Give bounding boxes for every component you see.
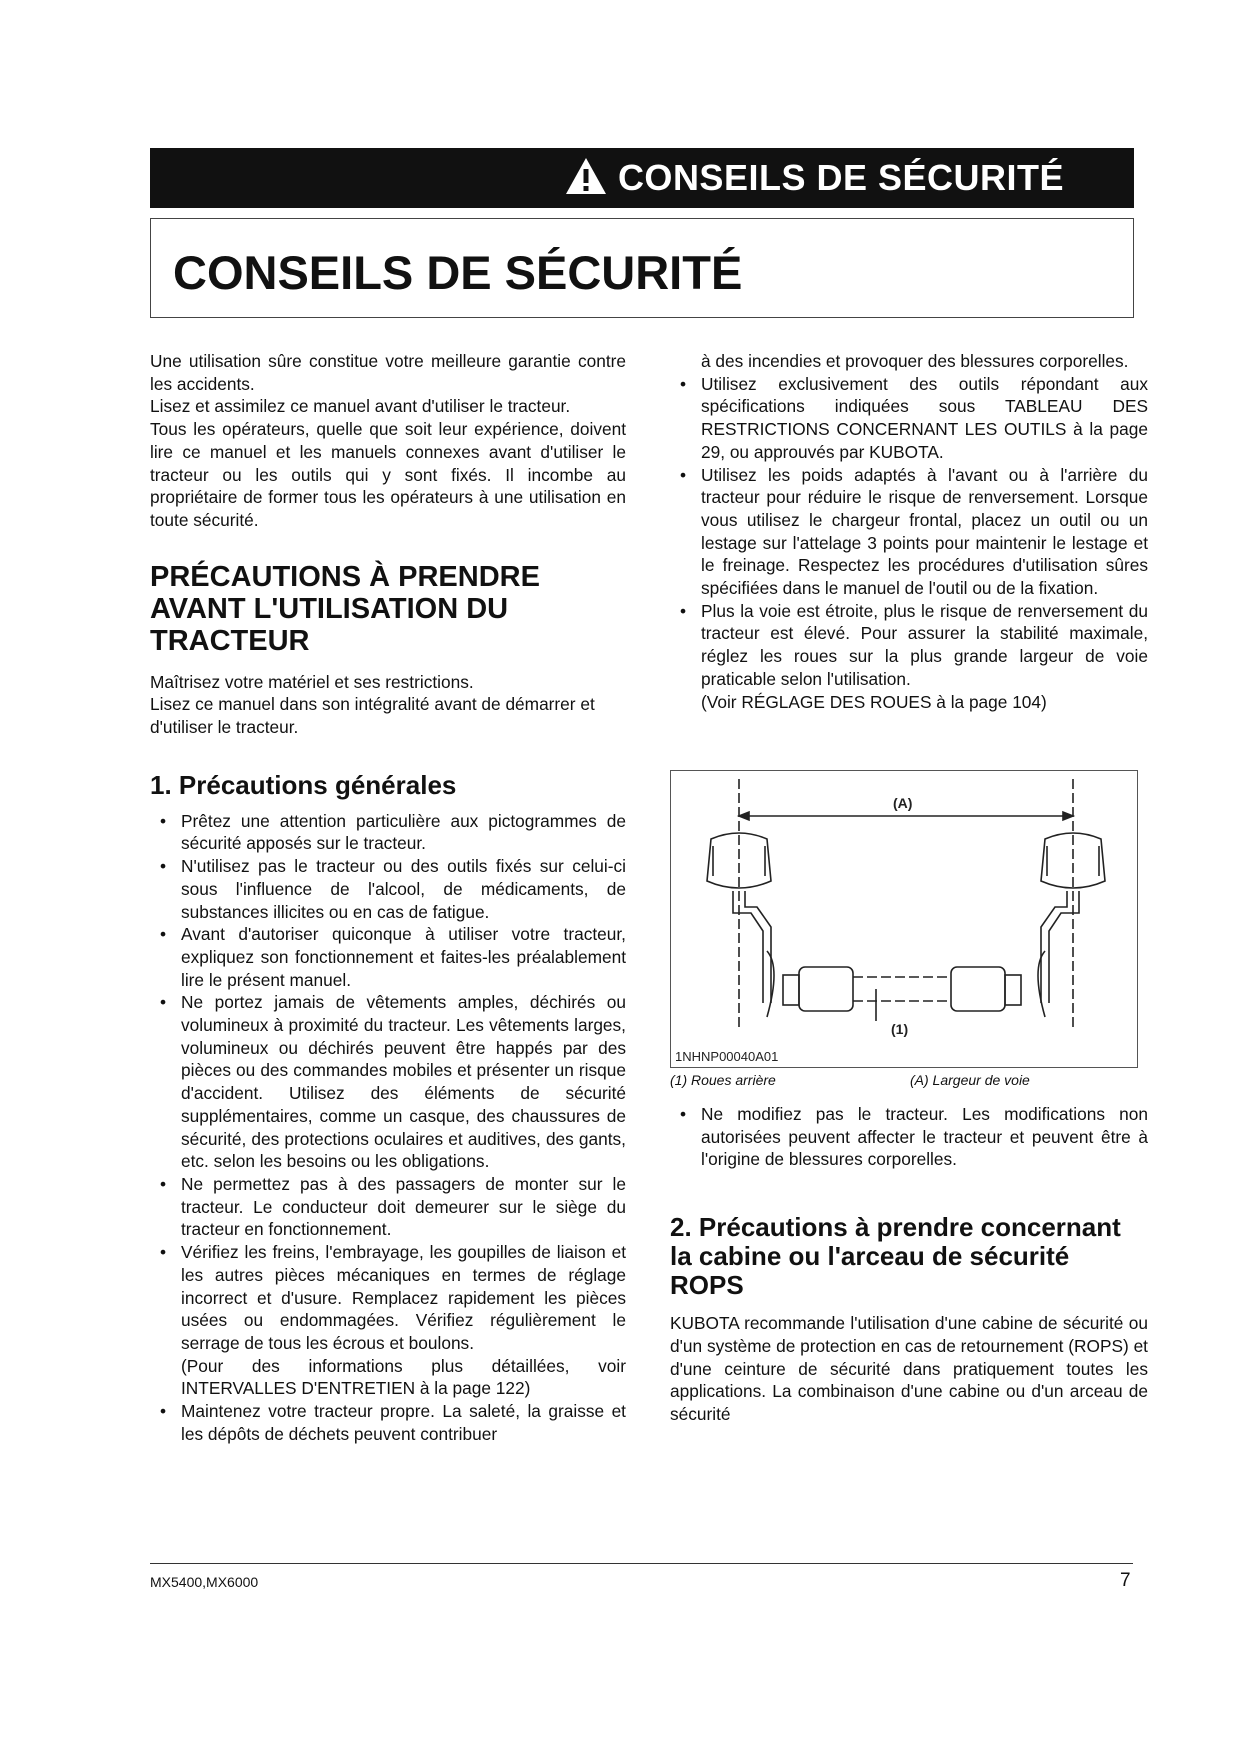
right-column <box>670 350 1148 713</box>
bullet-icon: • <box>160 924 167 945</box>
list-item: • Avant d'autoriser quiconque à utiliser votre tracteur, expliquez son fonctionnement et faites-les préalablement lire le présent manuel. <box>160 924 626 990</box>
precautions-heading: PRÉCAUTIONS À PRENDRE AVANT L'UTILISATION DU TRACTEUR <box>150 560 540 657</box>
label-a: (A) <box>893 795 913 811</box>
list-item: • Ne portez jamais de vêtements amples, déchirés ou volumineux à proximité du tracteur. Les vêtements larges, volumineux ou déchirés peuvent être happés par des pièces ou des commandes mobiles et présenter un risque d'accident. Utilisez des éléments de sécurité supplémentaires, comme un casque, des chaussures de sécurité, des protections oculaires et auditives, des gants, etc. selon les besoins ou les obligations. <box>160 992 626 1172</box>
list-item: • Ne permettez pas à des passagers de monter sur le tracteur. Le conducteur doit demeurer sur le siège du tracteur en fonctionnement. <box>160 1173 626 1240</box>
page-title-box <box>150 218 1134 318</box>
warning-triangle-icon <box>564 156 608 201</box>
bullet-icon: • <box>160 1242 167 1263</box>
section2-paragraph: KUBOTA recommande l'utilisation d'une cabine de sécurité ou d'un système de protection en cas de retournement (ROPS) et d'une ceinture de sécurité dans pratiquement toutes les applications. La combinaison d'une cabine ou d'un arceau de sécurité <box>670 1313 1148 1424</box>
bullet-icon: • <box>160 992 167 1013</box>
list-item-note: (Voir RÉGLAGE DES ROUES à la page 104) <box>701 691 1047 712</box>
wheel-track-figure <box>670 770 1138 1068</box>
banner-title: CONSEILS DE SÉCURITÉ <box>617 157 1064 198</box>
bullet-icon: • <box>160 1173 167 1194</box>
list-item: • Prêtez une attention particulière aux pictogrammes de sécurité apposés sur le tracteur. <box>160 810 626 854</box>
header-banner <box>150 148 1134 208</box>
list-item: • Vérifiez les freins, l'embrayage, les goupilles de liaison et les autres pièces mécaniques en termes de réglage incorrect et d'usure. Remplacez rapidement les pièces usées ou endommagées. Vérifiez régulièrement le serrage de tous les écrous et boulons. <box>160 1242 626 1353</box>
bullet-icon: • <box>160 1401 167 1422</box>
intro-paragraph-1: Une utilisation sûre constitue votre meilleure garantie contre les accidents. <box>150 351 626 394</box>
wheel-track-diagram <box>671 771 1137 1067</box>
page-title: CONSEILS DE SÉCURITÉ <box>173 246 743 299</box>
intro-paragraph-2: Lisez et assimilez ce manuel avant d'utiliser le tracteur. <box>150 396 571 417</box>
list-item-note: (Pour des informations plus détaillées, voir INTERVALLES D'ENTRETIEN à la page 122) <box>181 1355 626 1399</box>
bullet-icon: • <box>160 810 167 831</box>
precautions-paragraph-2: Lisez ce manuel dans son intégralité avant de démarrer et d'utiliser le tracteur. <box>150 694 595 738</box>
section2-heading: 2. Précautions à prendre concernant la cabine ou l'arceau de sécurité ROPS <box>670 1212 1121 1301</box>
intro-paragraph-3: Tous les opérateurs, quelle que soit leur expérience, doivent lire ce manuel et les manuels connexes avant d'utiliser le tracteur ou les outils qui y sont fixés. Il incombe au propriétaire de former tous les opérateurs à une utilisation en toute sécurité. <box>150 419 626 530</box>
bullet-icon: • <box>680 1104 687 1124</box>
bullet-icon: • <box>680 600 687 621</box>
list-item: • Utilisez les poids adaptés à l'avant ou à l'arrière du tracteur pour réduire le risque de renversement. Lorsque vous utilisez le chargeur frontal, placez un outil ou un lestage sur l'attelage 3 points pour maintenir le lestage et le freinage. Respectez les procédures d'utilisation sûres spécifiées dans le manuel de l'outil ou de la fixation. <box>680 464 1148 599</box>
figure-code: 1NHNP00040A01 <box>675 1049 779 1064</box>
page-number: 7 <box>1120 1570 1131 1591</box>
precautions-paragraph-1: Maîtrisez votre matériel et ses restrictions. <box>150 671 474 692</box>
right-column-lower <box>670 1103 1148 1426</box>
list-item: • Maintenez votre tracteur propre. La saleté, la graisse et les dépôts de déchets peuvent contribuer <box>160 1401 626 1444</box>
list-item-continued: à des incendies et provoquer des blessures corporelles. <box>701 351 1129 371</box>
caption-track-width: (A) Largeur de voie <box>910 1072 1030 1088</box>
bullet-icon: • <box>680 373 687 394</box>
label-1: (1) <box>891 1021 909 1037</box>
footer-model: MX5400,MX6000 <box>150 1574 259 1590</box>
caption-rear-wheels: (1) Roues arrière <box>670 1072 776 1088</box>
list-item: • Ne modifiez pas le tracteur. Les modifications non autorisées peuvent affecter le tracteur et peuvent être à l'origine de blessures corporelles. <box>680 1104 1148 1170</box>
section1-heading: 1. Précautions générales <box>150 769 457 800</box>
left-column <box>150 350 626 1445</box>
footer-divider <box>150 1563 1133 1564</box>
bullet-icon: • <box>160 856 167 877</box>
list-item: • Plus la voie est étroite, plus le risque de renversement du tracteur est élevé. Pour assurer la stabilité maximale, réglez les roues sur la plus grande largeur de voie praticable selon l'utilisation. <box>680 600 1148 689</box>
bullet-icon: • <box>680 464 687 485</box>
list-item: • N'utilisez pas le tracteur ou des outils fixés sur celui-ci sous l'influence de l'alcool, de médicaments, de substances illicites ou en cas de fatigue. <box>160 856 626 922</box>
list-item: • Utilisez exclusivement des outils répondant aux spécifications indiquées sous TABLEAU DES RESTRICTIONS CONCERNANT LES OUTILS à la page 29, ou approuvés par KUBOTA. <box>680 373 1148 462</box>
